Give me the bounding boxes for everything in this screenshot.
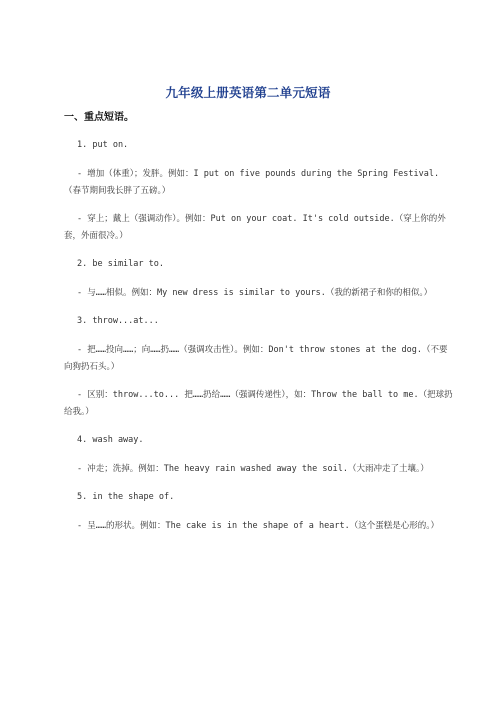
phrase-explanation: - 把……投向……；向……扔……（强调攻击性）。例如：Don't throw stones at the dog.（不要向狗扔石头。）	[64, 345, 448, 372]
phrase-explanation: - 穿上；戴上（强调动作）。例如：Put on your coat. It's cold outside.（穿上你的外套，外面很冷。）	[64, 214, 446, 241]
phrase-heading: 5. in the shape of.	[77, 492, 175, 502]
phrase-heading: 2. be similar to.	[77, 259, 164, 269]
document-body	[64, 137, 454, 546]
phrase-explanation: - 与……相似。例如：My new dress is similar to yours.（我的新裙子和你的相似。）	[77, 288, 433, 298]
phrase-explanation: - 冲走；洗掉。例如：The heavy rain washed away the soil.（大雨冲走了土壤。）	[77, 464, 429, 474]
phrase-heading: 4. wash away.	[77, 435, 144, 445]
document-title: 九年级上册英语第二单元短语	[165, 85, 331, 100]
phrase-explanation: - 呈……的形状。例如：The cake is in the shape of a heart.（这个蛋糕是心形的。）	[77, 521, 439, 531]
section-heading: 一、重点短语。	[64, 112, 134, 123]
phrase-heading: 3. throw...at...	[77, 316, 159, 326]
phrase-explanation: - 区别：throw...to... 把……扔给……（强调传递性），如：Throw the ball to me.（把球扔给我。）	[64, 390, 453, 417]
phrase-explanation: - 增加（体重）；发胖。例如：I put on five pounds during the Spring Festival.（春节期间我长胖了五磅。）	[64, 169, 440, 196]
phrase-heading: 1. put on.	[77, 140, 129, 150]
